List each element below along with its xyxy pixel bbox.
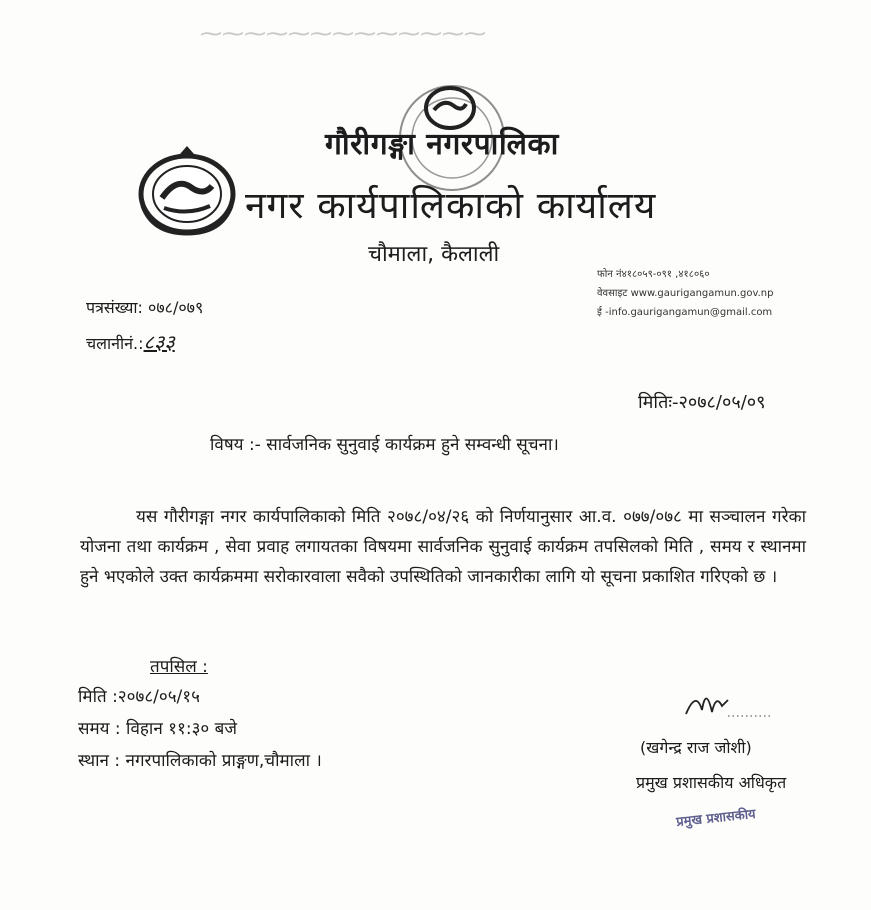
schedule-date: मिति :२०७८/०५/१५	[78, 687, 200, 707]
signatory-name: (खगेन्द्र राज जोशी)	[640, 738, 752, 757]
signature-mark	[682, 680, 772, 722]
letter-subject: विषय :- सार्वजनिक सुनुवाई कार्यक्रम हुने सम्वन्धी सूचना।	[210, 435, 559, 455]
signatory-title: प्रमुख प्रशासकीय अधिकृत	[636, 773, 787, 792]
office-name: नगर कार्यपालिकाको कार्यालय	[245, 184, 657, 227]
office-location: चौमाला, कैलाली	[368, 242, 500, 267]
org-name: गौरीगङ्गा नगरपालिका	[325, 127, 559, 162]
dispatch-number-row	[86, 328, 175, 355]
letter-number: पत्रसंख्या: ०७८/०७९	[86, 298, 204, 317]
schedule-venue: स्थान : नगरपालिकाको प्राङ्गण,चौमाला ।	[78, 751, 322, 771]
contact-email: ई -info.gaurigangamun@gmail.com	[597, 307, 773, 318]
contact-website: वेवसाइट www.gaurigangamun.gov.np	[597, 288, 774, 299]
contact-phone: फोन नं४१८०५९-०९१ ,४१८०६०	[597, 269, 710, 280]
schedule-heading: तपसिल :	[150, 657, 208, 677]
letter-body: यस गौरीगङ्गा नगर कार्यपालिकाको मिति २०७८/०४/२६ को निर्णयानुसार आ.व. ०७७/०७८ मा सञ्चालन गरेका योजना तथा कार्यक्रम , सेवा प्रवाह लगायतका विषयमा सार्वजनिक सुनुवाई कार्यक्रम तपसिलको मिति , समय र स्थानमा हुने भएकोले उक्त कार्यक्रममा सरोकारवाला सवैको उपस्थितिको जानकारीका लागि यो सूचना प्रकाशित गरिएको छ ।	[80, 507, 806, 587]
letter-date: मितिः-२०७८/०५/०९	[638, 392, 766, 413]
dispatch-label: चलानीनं.:	[86, 334, 144, 353]
schedule-time: समय : विहान ११:३० बजे	[78, 719, 237, 739]
bleed-through-text: ⁓⁓⁓⁓⁓⁓⁓⁓⁓⁓⁓⁓⁓	[200, 22, 486, 47]
official-stamp: प्रमुख प्रशासकीय	[675, 806, 757, 831]
government-emblem-icon	[132, 146, 242, 236]
dispatch-number: ८३३	[143, 330, 175, 354]
